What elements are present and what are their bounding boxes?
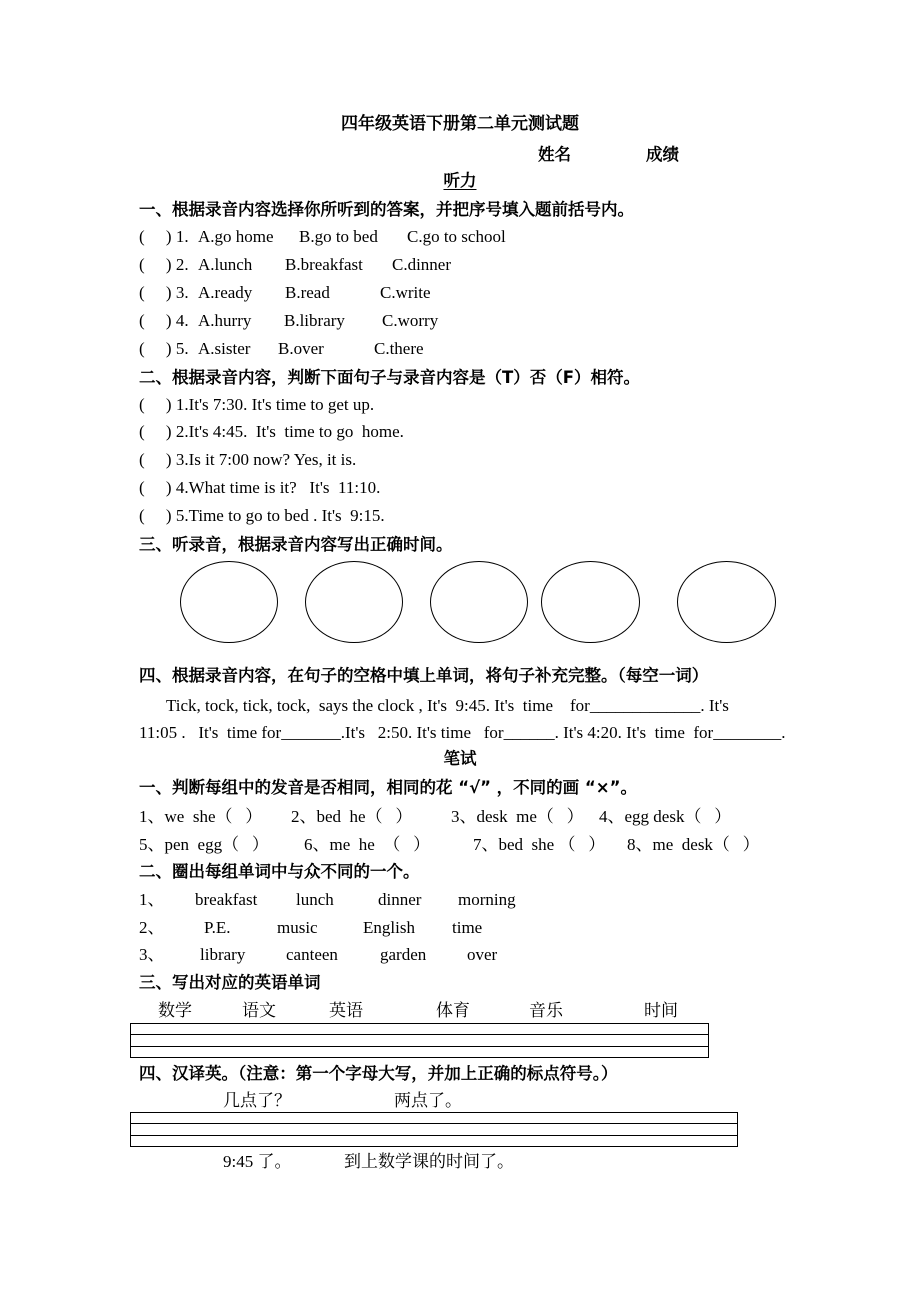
- word: dinner: [378, 890, 422, 909]
- answer-lines-part4[interactable]: [130, 1112, 738, 1147]
- listening-heading: 听力: [443, 171, 477, 190]
- word-pe: 体育: [436, 1001, 470, 1020]
- written-part4-instruction: 四、汉译英。（注意：第一个字母大写，并加上正确的标点符号。）: [139, 1064, 618, 1083]
- writing-line: [131, 1046, 708, 1047]
- clock-face-2: [305, 561, 403, 643]
- clock-face-1: [180, 561, 278, 643]
- word: morning: [458, 890, 516, 909]
- clock-face-5: [677, 561, 776, 643]
- word: music: [277, 918, 318, 937]
- translate-q2: 两点了。: [394, 1091, 462, 1110]
- sound-pair-3: 3、desk me（ ）: [451, 807, 584, 826]
- word: breakfast: [195, 890, 258, 909]
- word: library: [200, 945, 246, 964]
- item-number: ( ) 2.: [139, 255, 189, 274]
- writing-line: [131, 1123, 737, 1124]
- word: English: [363, 918, 415, 937]
- listening-part2-item-3: ( ) 3.Is it 7:00 now? Yes, it is.: [139, 450, 357, 469]
- option-c: C.dinner: [392, 255, 452, 274]
- word-chinese: 语文: [242, 1001, 276, 1020]
- word-time: 时间: [644, 1001, 678, 1020]
- word: canteen: [286, 945, 338, 964]
- word: garden: [380, 945, 427, 964]
- option-a: A.hurry: [198, 311, 252, 330]
- sound-pair-5: 5、pen egg（ ）: [139, 835, 269, 854]
- option-a: A.sister: [198, 339, 251, 358]
- item-number: ( ) 5.: [139, 339, 189, 358]
- option-a: A.ready: [198, 283, 253, 302]
- written-part1-instruction: 一、判断每组中的发音是否相同，相同的花 “√” ，不同的画 “×”。: [139, 778, 637, 797]
- page-title: 四年级英语下册第二单元测试题: [341, 114, 579, 134]
- listening-part2-item-5: ( ) 5.Time to go to bed . It's 9:15.: [139, 506, 385, 525]
- written-heading: 笔试: [443, 749, 477, 768]
- sound-pair-7: 7、bed she （ ）: [473, 835, 606, 854]
- word: time: [452, 918, 483, 937]
- option-c: C.there: [374, 339, 424, 358]
- word-math: 数学: [158, 1001, 192, 1020]
- option-c: C.worry: [382, 311, 439, 330]
- translate-q4: 到上数学课的时间了。: [344, 1152, 514, 1171]
- listening-part2-instruction: 二、根据录音内容，判断下面句子与录音内容是（T）否（F）相符。: [139, 368, 641, 387]
- listening-part3-instruction: 三、听录音，根据录音内容写出正确时间。: [139, 535, 453, 554]
- option-b: B.library: [284, 311, 345, 330]
- row-number: 1、: [139, 890, 165, 909]
- item-number: ( ) 4.: [139, 311, 189, 330]
- sound-pair-1: 1、we she（ ）: [139, 807, 263, 826]
- word-music: 音乐: [529, 1001, 563, 1020]
- listening-part4-line-1: Tick, tock, tick, tock, says the clock , It's 9:45. It's time for_____________. It's: [166, 696, 729, 715]
- item-number: ( ) 3.: [139, 283, 189, 302]
- written-part2-instruction: 二、圈出每组单词中与众不同的一个。: [139, 862, 420, 881]
- listening-part4-line-2: 11:05 . It's time for_______.It's 2:50. It's time for______. It's 4:20. It's time for________.: [139, 723, 786, 742]
- translate-q1: 几点了？: [223, 1091, 291, 1110]
- option-b: B.read: [285, 283, 330, 302]
- listening-part2-item-1: ( ) 1.It's 7:30. It's time to get up.: [139, 395, 375, 414]
- row-number: 3、: [139, 945, 165, 964]
- option-a: A.lunch: [198, 255, 253, 274]
- translate-q3: 9:45 了。: [223, 1152, 292, 1171]
- clock-face-4: [541, 561, 640, 643]
- written-part3-instruction: 三、写出对应的英语单词: [139, 973, 321, 992]
- item-number: ( ) 1.: [139, 227, 189, 246]
- word: P.E.: [204, 918, 231, 937]
- listening-part1-instruction: 一、根据录音内容选择你所听到的答案，并把序号填入题前括号内。: [139, 200, 634, 219]
- writing-line: [131, 1034, 708, 1035]
- option-c: C.go to school: [407, 227, 506, 246]
- word: lunch: [296, 890, 334, 909]
- sound-pair-6: 6、me he （ ）: [304, 835, 431, 854]
- listening-part4-instruction: 四、根据录音内容，在句子的空格中填上单词，将句子补充完整。（每空一词）: [139, 666, 709, 685]
- word-english: 英语: [329, 1001, 363, 1020]
- sound-pair-8: 8、me desk（ ）: [627, 835, 760, 854]
- listening-part2-item-2: ( ) 2.It's 4:45. It's time to go home.: [139, 422, 404, 441]
- listening-part2-item-4: ( ) 4.What time is it? It's 11:10.: [139, 478, 381, 497]
- word: over: [467, 945, 498, 964]
- option-b: B.go to bed: [299, 227, 378, 246]
- clock-face-3: [430, 561, 528, 643]
- answer-lines-part3[interactable]: [130, 1023, 709, 1058]
- row-number: 2、: [139, 918, 165, 937]
- sound-pair-4: 4、egg desk（ ）: [599, 807, 732, 826]
- option-a: A.go home: [198, 227, 274, 246]
- option-b: B.over: [278, 339, 324, 358]
- writing-line: [131, 1135, 737, 1136]
- name-label: 姓名: [538, 145, 571, 164]
- option-c: C.write: [380, 283, 431, 302]
- sound-pair-2: 2、bed he（ ）: [291, 807, 413, 826]
- score-label: 成绩: [646, 145, 679, 164]
- option-b: B.breakfast: [285, 255, 363, 274]
